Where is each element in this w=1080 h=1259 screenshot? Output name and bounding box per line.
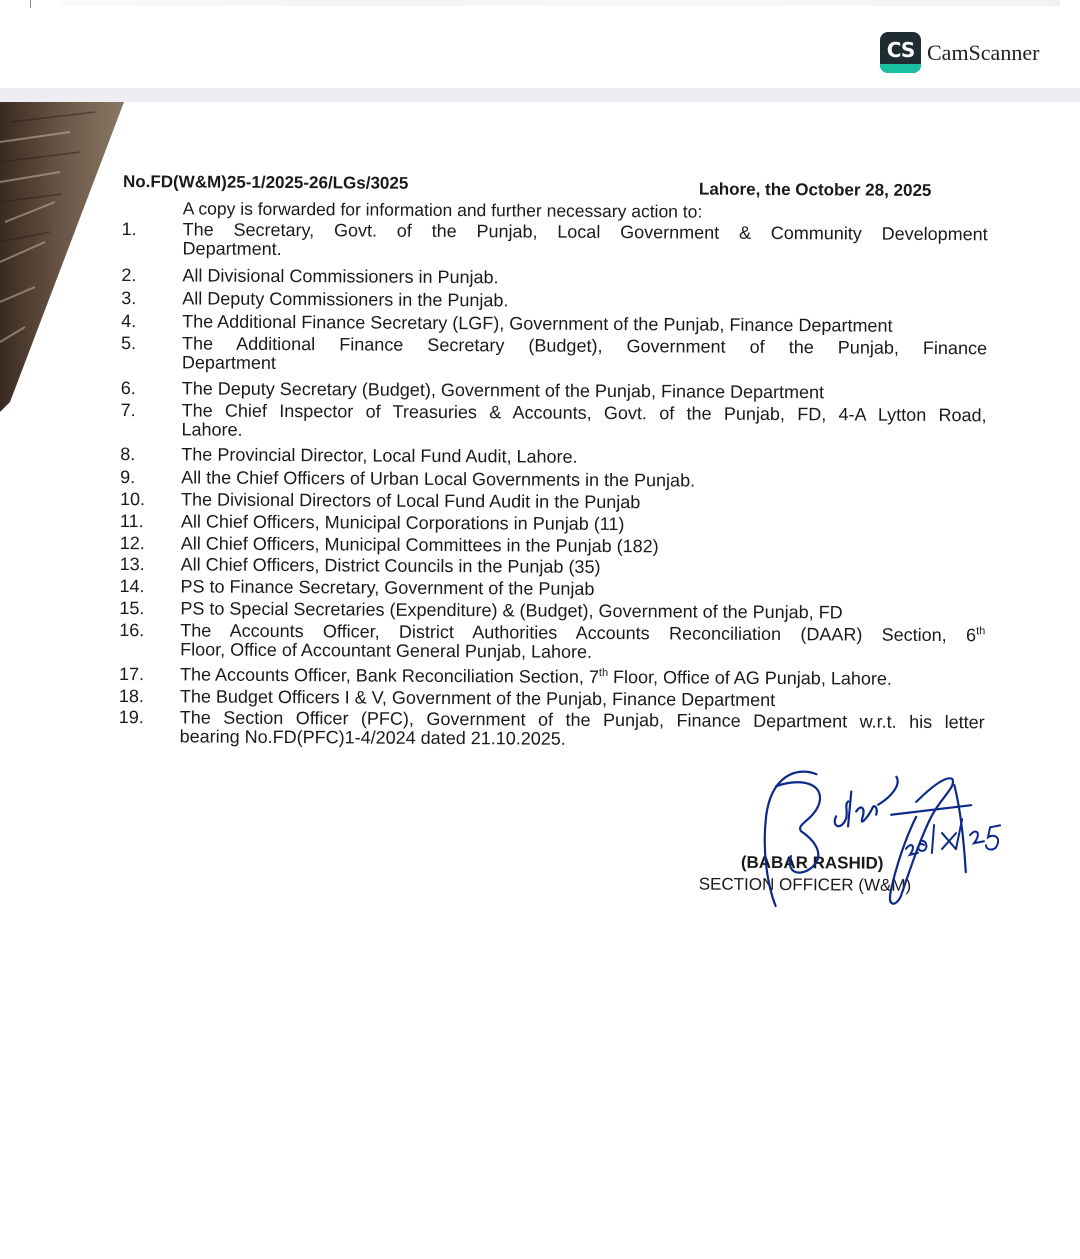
item-number: 8.: [120, 444, 136, 465]
list-item: [0, 378, 1079, 403]
item-number: 10.: [120, 489, 146, 510]
item-text: The Divisional Directors of Local Fund Audit in the Punjab: [181, 489, 641, 513]
item-number: 3.: [121, 288, 137, 309]
signatory-name: (BABAR RASHID): [740, 852, 884, 873]
item-text: The Chief Inspector of Treasuries & Accounts, Govt. of the Punjab, FD, 4-A Lytton Road,: [181, 400, 987, 426]
ordinal-suffix: th: [976, 625, 986, 638]
item-text: The Budget Officers I & V, Government of the Punjab, Finance Department: [179, 686, 776, 711]
band-separator: [0, 88, 1080, 102]
item-text-main: The Accounts Officer, District Authorities Accounts Reconciliation (DAAR) Section, 6: [180, 620, 977, 646]
item-number: 4.: [121, 311, 137, 332]
item-text-continued: Floor, Office of Accountant General Punjab, Lahore.: [180, 639, 593, 662]
scan-edge-strip: [60, 0, 1060, 6]
item-text-continued: bearing No.FD(PFC)1-4/2024 dated 21.10.2025.: [179, 726, 566, 749]
item-number: 18.: [118, 686, 144, 707]
item-text-start: The Accounts Officer, Bank Reconciliation Section, 7: [179, 664, 599, 687]
item-number: 14.: [119, 576, 145, 597]
camscanner-badge-text: CS: [886, 37, 915, 62]
item-number: 15.: [119, 598, 145, 619]
item-text: The Section Officer (PFC), Government of the Punjab, Finance Department w.r.t. his letter: [179, 707, 985, 733]
item-number: 1.: [121, 219, 137, 240]
document-page: [0, 102, 1080, 1259]
item-number: 16.: [119, 620, 145, 641]
item-number: 17.: [118, 664, 145, 685]
item-number: 19.: [118, 707, 144, 728]
item-text: All Deputy Commissioners in the Punjab.: [182, 288, 509, 311]
list-item: [0, 664, 1077, 689]
item-number: 13.: [119, 554, 145, 575]
list-item: [0, 444, 1078, 467]
camscanner-badge-icon: [880, 32, 921, 73]
item-number: 2.: [121, 265, 137, 286]
forwarding-intro: A copy is forwarded for information and further necessary action to:: [182, 198, 703, 222]
item-text: All Chief Officers, Municipal Committees in the Punjab (182): [180, 533, 659, 557]
item-number: 11.: [119, 511, 144, 532]
camscanner-logo: [880, 32, 1039, 73]
item-number: 9.: [120, 467, 136, 488]
ordinal-suffix: th: [598, 666, 609, 679]
camscanner-brand: CamScanner: [927, 39, 1040, 65]
item-number: 7.: [120, 400, 136, 421]
item-text: All Divisional Commissioners in Punjab.: [182, 265, 499, 288]
item-number: 5.: [120, 333, 137, 354]
item-text: The Additional Finance Secretary (Budget), Government of the Punjab, Finance: [181, 333, 988, 359]
item-number: 12.: [119, 533, 145, 554]
letter-body: [0, 102, 1080, 1259]
item-text: PS to Finance Secretary, Government of the Punjab: [180, 576, 595, 599]
item-number: 6.: [120, 378, 136, 399]
item-text: The Provincial Director, Local Fund Audit, Lahore.: [181, 444, 578, 467]
camscanner-badge-bar: [880, 64, 921, 73]
reference-number: No.FD(W&M)25-1/2025-26/LGs/3025: [122, 172, 409, 193]
item-text: The Deputy Secretary (Budget), Government of the Punjab, Finance Department: [181, 378, 825, 403]
item-text-continued: Lahore.: [181, 419, 243, 440]
scan-edge-mark: [30, 0, 31, 8]
item-text: PS to Special Secretaries (Expenditure) & (Budget), Government of the Punjab, FD: [180, 598, 843, 623]
item-text-continued: Department.: [182, 238, 282, 259]
item-text: All Chief Officers, Municipal Corporations in Punjab (11): [180, 511, 625, 535]
signatory-designation: SECTION OFFICER (W&M): [698, 874, 912, 895]
item-text: All Chief Officers, District Councils in the Punjab (35): [180, 554, 601, 577]
handwritten-signature: [755, 756, 1016, 928]
letter-date: Lahore, the October 28, 2025: [698, 179, 932, 200]
item-text-end: Floor, Office of AG Punjab, Lahore.: [608, 666, 892, 689]
list-item: [0, 265, 1079, 288]
item-text: The Secretary, Govt. of the Punjab, Local Government & Community Development: [182, 219, 988, 245]
item-text: The Additional Finance Secretary (LGF), Government of the Punjab, Finance Department: [182, 311, 893, 336]
item-text: All the Chief Officers of Urban Local Governments in the Punjab.: [181, 467, 696, 491]
scanner-header: [0, 0, 1080, 88]
item-text-continued: Department: [181, 352, 277, 373]
item-text: [180, 665, 985, 689]
